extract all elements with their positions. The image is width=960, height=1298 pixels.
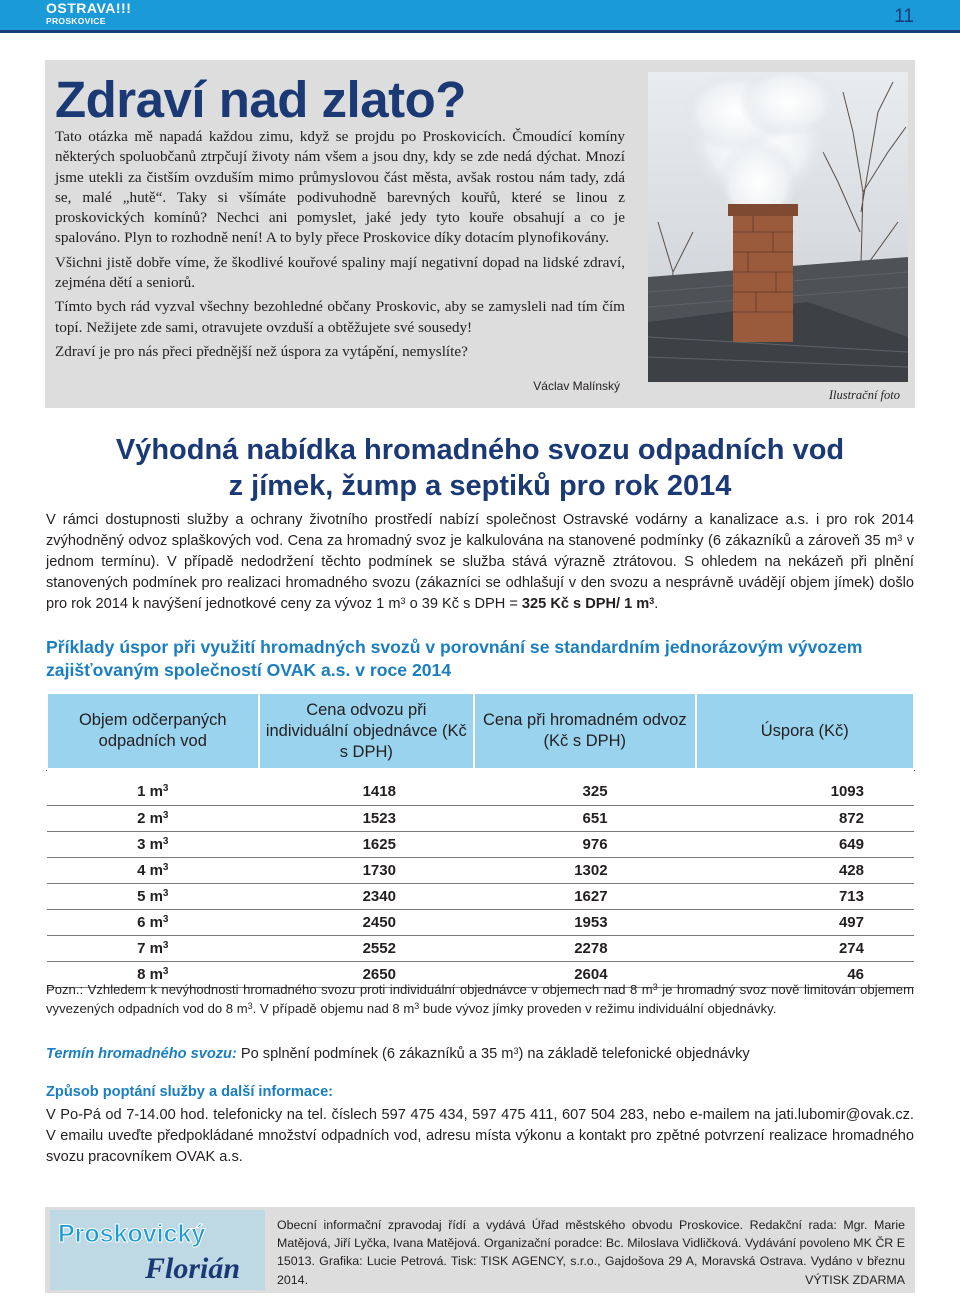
article-paragraph: Všichni jistě dobře víme, že škodlivé kouřové spaliny mají negativní dopad na lidské zdraví, zejména dětí a seniorů.: [55, 253, 625, 292]
header-saving: Úspora (Kč): [696, 693, 914, 769]
table-spacer: [47, 769, 914, 779]
cell-individual-price: 2340: [259, 883, 474, 909]
superscript: 3: [652, 982, 658, 992]
savings-subtitle: Příklady úspor při využití hromadných svozů v porovnání se standardním jednorázovým vývozem zajišťovaným společností OVAK a.s. v roce 2014: [46, 637, 863, 680]
header-brand: OSTRAVA!!!: [46, 0, 132, 16]
free-copy-label: VÝTISK ZDARMA: [805, 1272, 905, 1287]
volume-unit: m: [149, 861, 163, 879]
header-band: [0, 0, 960, 30]
offer-body-text: .: [654, 596, 659, 612]
volume-unit: m: [149, 965, 163, 983]
volume-value: 3: [137, 835, 146, 853]
offer-title: [45, 432, 915, 504]
article-paragraph: Zdraví je pro nás přeci přednější než úspora za vytápění, nemyslíte?: [55, 342, 468, 360]
cell-saving: 46: [696, 961, 914, 987]
volume-unit: m: [149, 835, 163, 853]
cell-bulk-price: 1953: [474, 909, 696, 935]
table-row: [47, 805, 914, 831]
superscript: 3: [400, 596, 406, 606]
article-paragraph: Tato otázka mě napadá každou zimu, když se projdu po Proskovicích. Čmoudící komíny některých spoluobčanů ztrpčují životy nám všem a jsou dny, kdy se zde nedá dýchat. Mnozí jsme utekli za čistším ovzduším mimo průmyslovou část města, avšak rostou nám tady, zdá se, malé „hutě“. Taky si všímáte podivuhodně barevných kouřů, které se linou z proskovických komínů? Nechci ani pomyslet, jaké jedy tyto kouře obsahují a co je spalováno. Plyn to rozhodně není! A to byly přece Proskovice díky dotacím plynofikovány.: [55, 128, 625, 247]
contact-body: V Po-Pá od 7-14.00 hod. telefonicky na tel. číslech 597 475 434, 597 475 411, 607 504 283, nebo e-mailem na jati.lubomir@ovak.cz. V emailu uveďte předpokládané množství odpadních vod, adresu místa výkonu a kontakt pro zpětné potvrzení realizace hromadného svozu pracovníkem OVAK a.s.: [46, 1107, 914, 1165]
superscript: 3: [162, 965, 169, 977]
offer-price: [522, 596, 654, 612]
note-text: Pozn.: Vzhledem k nevýhodnosti hromadného svozu proti individuální objednávce v objemech nad 8 m: [46, 982, 653, 997]
table-note: [46, 981, 914, 1018]
cell-bulk-price: 1627: [474, 883, 696, 909]
term-label: Termín hromadného svozu:: [46, 1046, 237, 1062]
table-row: [47, 857, 914, 883]
cell-individual-price: 1730: [259, 857, 474, 883]
cell-volume: [47, 831, 259, 857]
offer-body-text: o 39 Kč s DPH =: [405, 596, 522, 612]
superscript: 3: [162, 913, 169, 925]
table-body: [47, 769, 914, 987]
newsletter-logo: [50, 1210, 265, 1290]
table-row: [47, 883, 914, 909]
logo-line2: Florián: [145, 1252, 241, 1285]
chimney-photo-illustration: [648, 72, 908, 382]
cell-individual-price: 2552: [259, 935, 474, 961]
cell-volume: [47, 909, 259, 935]
logo-line1: Proskovický: [58, 1220, 206, 1248]
article-text: [55, 127, 625, 366]
cell-volume: [47, 883, 259, 909]
contact-title: Způsob poptání služby a další informace:: [46, 1084, 334, 1100]
cell-bulk-price: 2604: [474, 961, 696, 987]
volume-value: 1: [137, 783, 146, 801]
superscript: 3: [162, 887, 169, 899]
logo-graphic: [50, 1210, 265, 1290]
superscript: 3: [162, 861, 169, 873]
note-text: . V případě objemu nad 8 m: [252, 1000, 415, 1016]
volume-unit: m: [149, 913, 163, 931]
header-brand-sub: PROSKOVICE: [46, 16, 106, 26]
table-row: [47, 779, 914, 805]
cell-individual-price: 2650: [259, 961, 474, 987]
header-rule: [0, 30, 960, 33]
cell-bulk-price: 976: [474, 831, 696, 857]
table-row: [47, 935, 914, 961]
volume-unit: m: [149, 887, 163, 905]
collection-term: [46, 1044, 914, 1064]
cell-bulk-price: 1302: [474, 857, 696, 883]
article-paragraph: Tímto bych rád vyzval všechny bezohledné občany Proskovic, aby se zamysleli nad tím čím topí. Nežijete zde sami, otravujete ovzduší a obtěžujete své sousedy!: [55, 298, 625, 336]
superscript: 3: [649, 596, 655, 606]
cell-bulk-price: 2278: [474, 935, 696, 961]
superscript: 3: [162, 939, 169, 951]
cell-volume: [47, 935, 259, 961]
offer-body-text: V rámci dostupnosti služby a ochrany životního prostředí nabízí společnost Ostravské vodárny a kanalizace a.s. i pro rok 2014 zvýhodněný odvoz splaškových vod. Cena za hromadný svoz je kalkulována na stanovené podmínky (6 zákazníků a zároveň 35 m: [46, 512, 914, 549]
offer-title-line1: Výhodná nabídka hromadného svozu odpadních vod: [115, 434, 845, 466]
superscript: 3: [162, 783, 169, 795]
offer-body-text: v jednom termínu). V případě nedodržení těchto podmínek se služba stává výrazně ztrátovou. S ohledem na nekázeň při plnění stanovených podmínek pro realizaci hromadného svozu (zákazníci se odhlašují v den svozu a nesprávně uvádějí objem jímek) došlo pro rok 2014 k navýšení jednotkové ceny za vývoz 1 m: [46, 533, 914, 612]
cell-individual-price: 1418: [259, 779, 474, 805]
superscript: 3: [162, 835, 169, 847]
cell-volume: [47, 779, 259, 805]
cell-saving: 428: [696, 857, 914, 883]
page-header: [0, 0, 960, 33]
article-title: Zdraví nad zlato?: [55, 71, 466, 128]
offer-title-line2: z jímek, žump a septiků pro rok 2014: [228, 470, 732, 502]
cell-individual-price: 1523: [259, 805, 474, 831]
header-individual-price: Cena odvozu při individuální objednávce (Kč s DPH): [259, 693, 474, 769]
photo-caption: Ilustrační foto: [828, 388, 900, 402]
table-row: [47, 909, 914, 935]
volume-value: 7: [137, 939, 146, 957]
volume-value: 6: [137, 913, 146, 931]
cell-individual-price: 1625: [259, 831, 474, 857]
superscript: 3: [513, 1046, 519, 1056]
volume-unit: m: [149, 809, 163, 827]
cell-saving: 497: [696, 909, 914, 935]
note-text: bude vývoz jímky proveden v režimu individuální objednávky.: [419, 1000, 777, 1016]
offer-body: [46, 510, 914, 615]
cell-saving: 872: [696, 805, 914, 831]
superscript: 3: [414, 1000, 420, 1011]
page-number: 11: [894, 6, 914, 27]
chimney-photo: [648, 72, 908, 382]
spacer-cell: [47, 769, 914, 779]
superscript: 3: [247, 1000, 253, 1011]
note-text: je hromadný svoz nově limitován objemem vyvezených odpadních vod do 8 m: [46, 982, 914, 1016]
volume-value: 8: [137, 965, 146, 983]
term-text: ) na základě telefonické objednávky: [518, 1046, 750, 1062]
table-row: [47, 831, 914, 857]
cell-saving: 274: [696, 935, 914, 961]
header-volume: Objem odčerpaných odpadních vod: [47, 693, 259, 769]
article-author: Václav Malínský: [533, 379, 620, 393]
cell-saving: 1093: [696, 779, 914, 805]
savings-table: [46, 692, 915, 988]
cell-bulk-price: 651: [474, 805, 696, 831]
cell-bulk-price: 325: [474, 779, 696, 805]
superscript: 3: [162, 809, 169, 821]
cell-volume: [47, 857, 259, 883]
header-bulk-price: Cena při hromadném odvoz (Kč s DPH): [474, 693, 696, 769]
volume-value: 4: [137, 861, 146, 879]
volume-value: 5: [137, 887, 146, 905]
cell-saving: 713: [696, 883, 914, 909]
cell-individual-price: 2450: [259, 909, 474, 935]
table-header-row: [47, 693, 914, 769]
term-text: Po splnění podmínek (6 zákazníků a 35 m: [236, 1046, 514, 1062]
volume-value: 2: [137, 809, 146, 827]
footer-imprint: [277, 1216, 905, 1289]
imprint-text: Obecní informační zpravodaj řídí a vydává Úřad městského obvodu Proskovice. Redakční rada: Mgr. Marie Matějová, Jiří Lyčka, Ivana Matějová. Organizační poradce: Bc. Miloslava Vidličková. Vydávání povoleno MK ČR E 15013. Grafika: Lucie Petrová. Tisk: TISK AGENCY, s.r.o., Gajdošova 29 A, Moravská Ostrava. Vydáno v březnu 2014.: [277, 1218, 905, 1287]
offer-price-text: 325 Kč s DPH/ 1 m: [521, 596, 650, 612]
volume-unit: m: [149, 939, 163, 957]
cell-volume: [47, 805, 259, 831]
cell-saving: 649: [696, 831, 914, 857]
volume-unit: m: [149, 783, 163, 801]
superscript: 3: [897, 533, 903, 543]
